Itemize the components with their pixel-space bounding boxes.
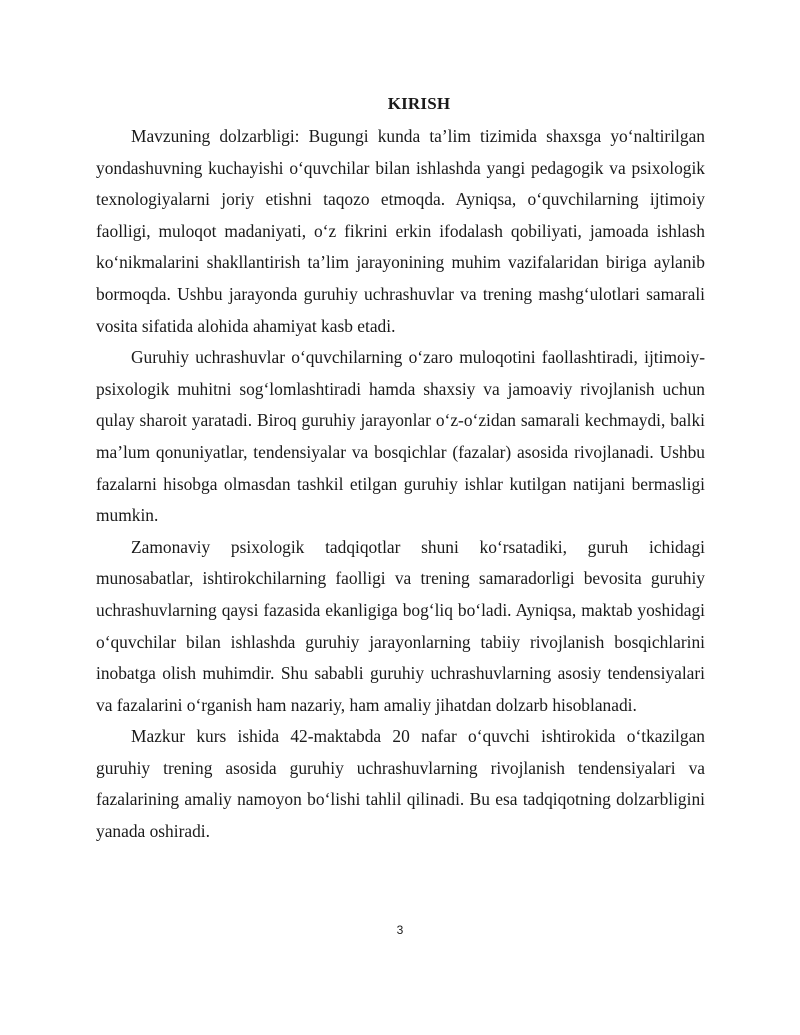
paragraph-modern-research: Zamonaviy psixologik tadqiqotlar shuni ko‘rsatadiki, guruh ichidagi munosabatlar, ishtirokchilarning faolligi va trening samaradorligi bevosita guruhiy uchrashuvlarning qaysi fazasida ekanligiga bog‘liq bo‘ladi. Ayniqsa, maktab yoshidagi o‘quvchilar bilan ishlashda guruhiy jarayonlarning tabiiy rivojlanish bosqichlarini inobatga olish muhimdir. Shu sababli guruhiy uchrashuvlarning asosiy tendensiyalari va fazalarini o‘rganish ham nazariy, ham amaliy jihatdan dolzarb hisoblanadi. [96, 536, 705, 715]
paragraph-group-meetings: Guruhiy uchrashuvlar o‘quvchilarning o‘zaro muloqotini faollashtiradi, ijtimoiy-psixologik muhitni sog‘lomlashtiradi hamda shaxsiy va jamoaviy rivojlanish uchun qulay sharoit yaratadi. Biroq guruhiy jarayonlar o‘z-o‘zidan samarali kechmaydi, balki ma’lum qonuniyatlar, tendensiyalar va bosqichlar (fazalar) asosida rivojlanadi. Ushbu fazalarni hisobga olmasdan tashkil etilgan guruhiy ishlar kutilgan natijani bermasligi mumkin. [96, 347, 705, 526]
paragraph-relevance: Mavzuning dolzarbligi: Bugungi kunda ta’lim tizimida shaxsga yo‘naltirilgan yondashuvning kuchayishi o‘quvchilar bilan ishlashda yangi pedagogik va psixologik texnologiyalarni joriy etishni taqozo etmoqda. Ayniqsa, o‘quvchilarning ijtimoiy faolligi, muloqot madaniyati, o‘z fikrini erkin ifodalash qobiliyati, jamoada ishlash ko‘nikmalarini shakllantirish ta’lim jarayonining muhim vazifalaridan biriga aylanib bormoqda. Ushbu jarayonda guruhiy uchrashuvlar va trening mashg‘ulotlari samarali vosita sifatida alohida ahamiyat kasb etadi. [96, 126, 705, 336]
paragraph-course-work: Mazkur kurs ishida 42-maktabda 20 nafar o‘quvchi ishtirokida o‘tkazilgan guruhiy trening asosida guruhiy uchrashuvlarning rivojlanish tendensiyalari va fazalarining amaliy namoyon bo‘lishi tahlil qilinadi. Bu esa tadqiqotning dolzarbligini yanada oshiradi. [96, 726, 705, 842]
document-body [96, 121, 705, 848]
page-title: KIRISH [387, 94, 451, 113]
page-number: 3 [396, 923, 404, 937]
